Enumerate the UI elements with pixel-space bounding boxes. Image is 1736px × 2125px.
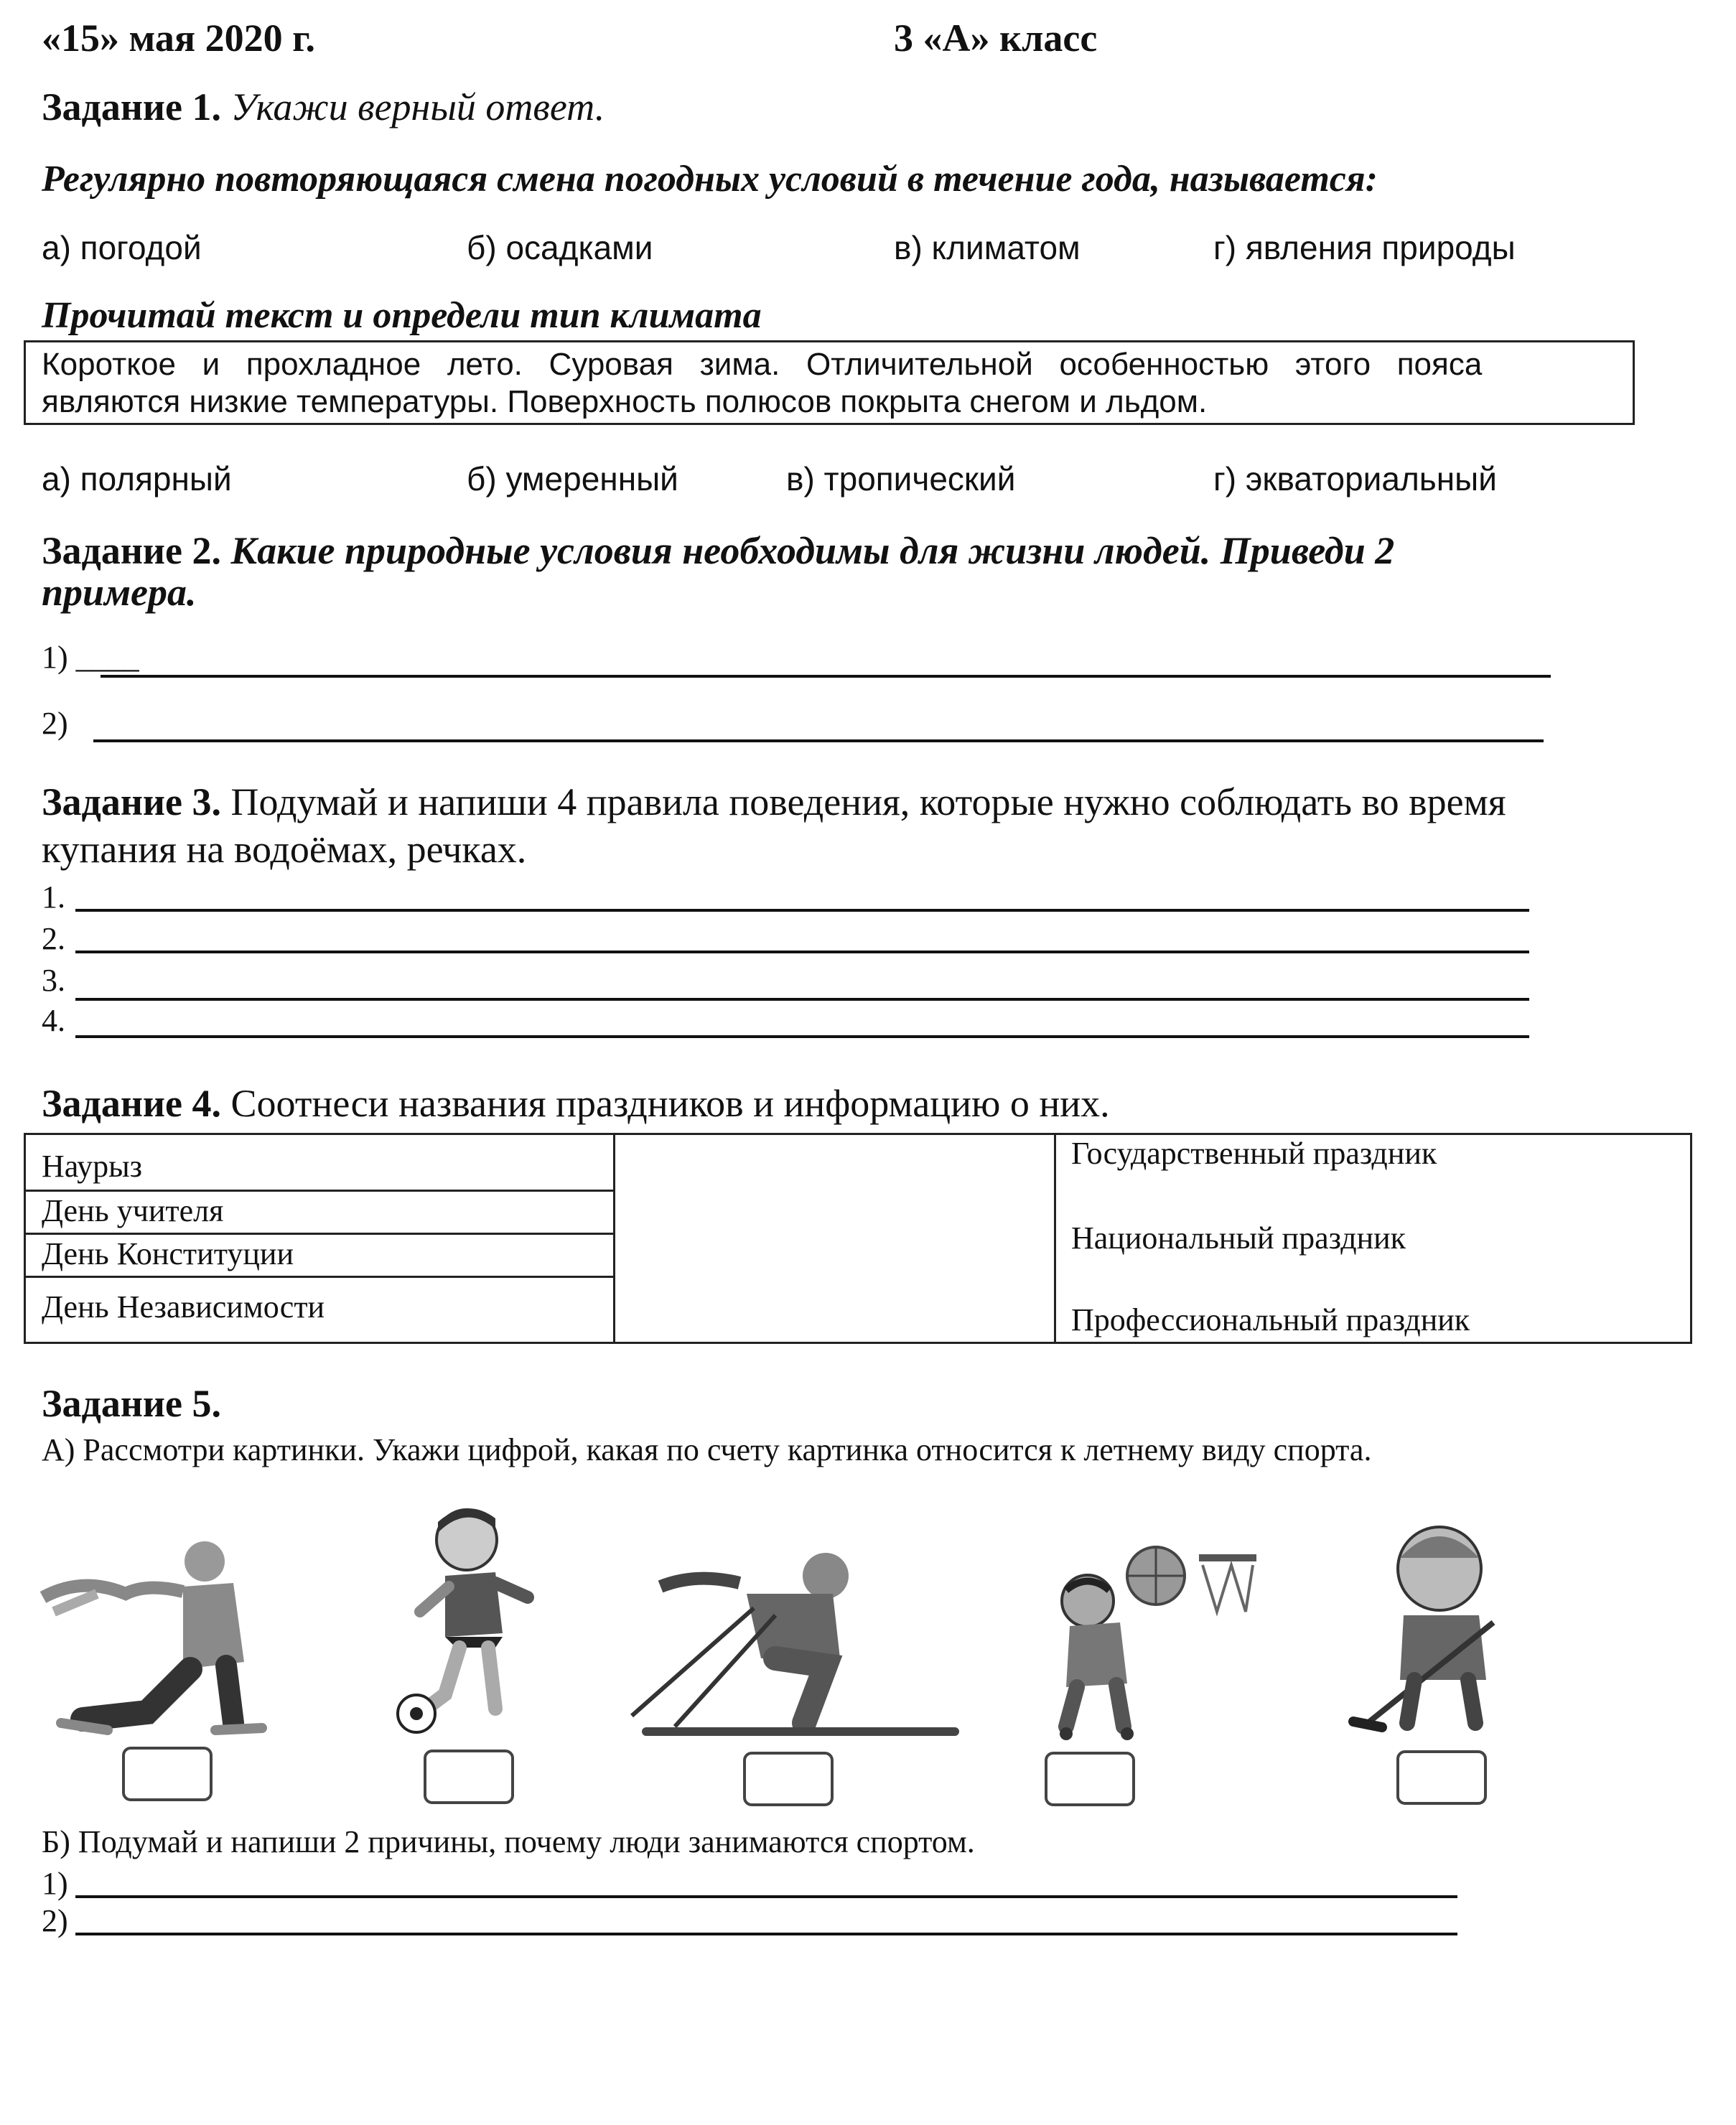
picture-2-answer-box[interactable]	[424, 1750, 514, 1804]
task5-answer-1-label: 1)	[42, 1866, 68, 1901]
type-national-holiday[interactable]: Национальный праздник	[1071, 1220, 1406, 1256]
table-row-divider-1	[26, 1190, 615, 1192]
basketball-player-icon	[1034, 1533, 1271, 1741]
picture-4-answer-box[interactable]	[1045, 1752, 1135, 1806]
task3-answer-4-label: 4.	[42, 1003, 65, 1038]
task1-question1: Регулярно повторяющаяся смена погодных условий в течение года, называется:	[42, 159, 1378, 200]
q2-option-d[interactable]: г) экваториальный	[1213, 460, 1497, 498]
climate-text-line1: Короткое и прохладное лето. Суровая зима. Отличительной особенностью этого пояса	[42, 347, 1483, 382]
task4-question: Соотнеси названия праздников и информацию о них.	[230, 1082, 1110, 1125]
type-professional-holiday[interactable]: Профессиональный праздник	[1071, 1302, 1470, 1337]
task2-heading	[42, 528, 1394, 573]
task2-question-line1: Какие природные условия необходимы для жизни людей. Приведи 2	[230, 529, 1395, 572]
task2-answer-1-line[interactable]	[101, 675, 1551, 678]
q2-option-b[interactable]: б) умеренный	[467, 460, 678, 498]
task5-title: Задание 5.	[42, 1382, 222, 1425]
task5-part-a: А) Рассмотри картинки. Укажи цифрой, какая по счету картинка относится к летнему виду спорта.	[42, 1432, 1372, 1467]
figure-skater-icon	[39, 1526, 269, 1734]
task2-question-line2: примера.	[42, 571, 197, 614]
q1-option-c[interactable]: в) климатом	[894, 229, 1081, 266]
holiday-independence-day[interactable]: День Независимости	[42, 1289, 325, 1325]
task2-title: Задание 2.	[42, 529, 222, 572]
task3-answer-1-label: 1.	[42, 879, 65, 915]
table-divider-2	[1054, 1135, 1056, 1342]
task3-title: Задание 3.	[42, 780, 222, 823]
climate-text-line2: являются низкие температуры. Поверхность полюсов покрыта снегом и льдом.	[42, 384, 1208, 419]
holiday-table	[24, 1133, 1692, 1344]
task3-answer-3-label: 3.	[42, 963, 65, 998]
q1-option-a[interactable]: а) погодой	[42, 229, 202, 266]
q1-option-d[interactable]: г) явления природы	[1213, 229, 1516, 266]
task3-answer-4-line[interactable]	[75, 1035, 1529, 1038]
hockey-player-icon	[1339, 1515, 1526, 1737]
date-label: «15» мая 2020 г.	[42, 17, 316, 60]
task5-part-b: Б) Подумай и напиши 2 причины, почему люди занимаются спортом.	[42, 1824, 975, 1859]
holiday-constitution-day[interactable]: День Конституции	[42, 1236, 294, 1271]
task4-heading	[42, 1081, 1110, 1126]
task3-answer-2-label: 2.	[42, 921, 65, 956]
q2-option-c[interactable]: в) тропический	[786, 460, 1016, 498]
picture-5-answer-box[interactable]	[1396, 1750, 1487, 1805]
class-label: 3 «А» класс	[894, 17, 1098, 60]
task2-answer-2-label: 2)	[42, 706, 68, 741]
task2-blank-prefix: ____	[75, 640, 139, 675]
task2-answer-2-line[interactable]	[93, 739, 1544, 742]
holiday-teachers-day[interactable]: День учителя	[42, 1193, 224, 1228]
task1-heading	[42, 85, 605, 129]
picture-3-answer-box[interactable]	[743, 1752, 834, 1806]
table-row-divider-2	[26, 1233, 615, 1235]
task3-heading	[42, 780, 1506, 824]
table-row-divider-3	[26, 1276, 615, 1278]
task3-question-line2: купания на водоёмах, речках.	[42, 828, 527, 871]
soccer-player-icon	[388, 1504, 531, 1734]
task3-answer-1-line[interactable]	[75, 909, 1529, 912]
type-state-holiday[interactable]: Государственный праздник	[1071, 1136, 1437, 1171]
holiday-nauryz[interactable]: Наурыз	[42, 1149, 143, 1184]
q2-option-a[interactable]: а) полярный	[42, 460, 232, 498]
task4-title: Задание 4.	[42, 1082, 222, 1125]
climate-text-box	[24, 340, 1635, 425]
task3-answer-2-line[interactable]	[75, 951, 1529, 953]
task2-answer-1-label: 1) ____	[42, 640, 139, 675]
task3-answer-3-line[interactable]	[75, 998, 1529, 1001]
task5-answer-1-line[interactable]	[75, 1895, 1457, 1898]
task1-instruction: Укажи верный ответ.	[230, 85, 605, 129]
skier-icon	[617, 1543, 962, 1737]
table-divider-1	[613, 1135, 615, 1342]
task5-answer-2-line[interactable]	[75, 1933, 1457, 1935]
task1-question2: Прочитай текст и определи тип климата	[42, 295, 762, 336]
task5-answer-2-label: 2)	[42, 1903, 68, 1938]
picture-1-answer-box[interactable]	[122, 1747, 213, 1801]
q1-option-b[interactable]: б) осадками	[467, 229, 653, 266]
task3-question-line1: Подумай и напиши 4 правила поведения, которые нужно соблюдать во время	[230, 780, 1506, 823]
task1-title: Задание 1.	[42, 85, 222, 129]
